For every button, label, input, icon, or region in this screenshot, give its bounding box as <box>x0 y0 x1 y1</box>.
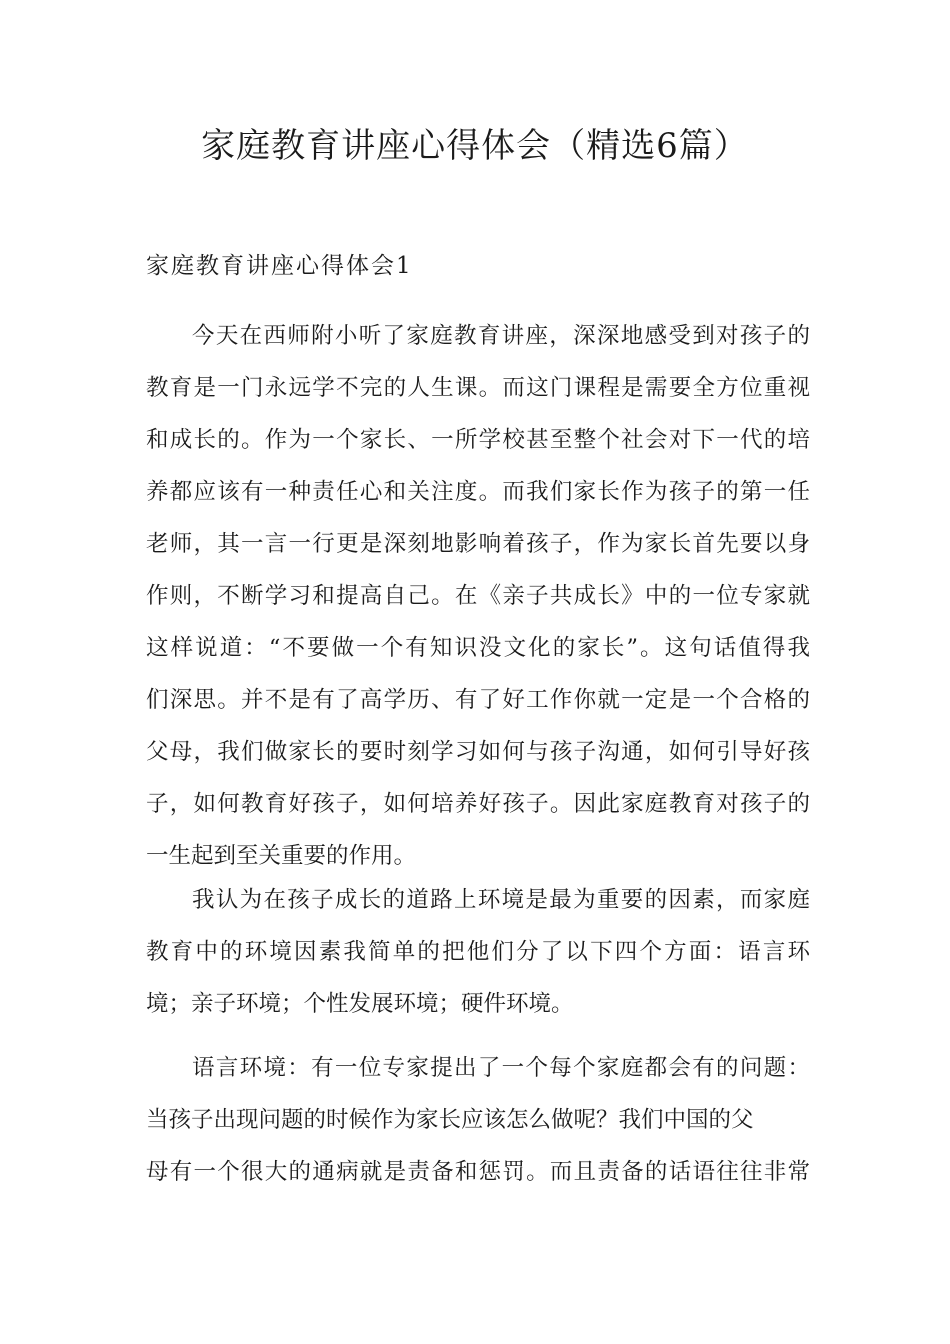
paragraph-line: 这样说道：“不要做一个有知识没文化的家长”。这句话值得我 <box>146 635 810 661</box>
paragraph-line: 境；亲子环境；个性发展环境；硬件环境。 <box>146 991 574 1017</box>
paragraph-2 <box>146 874 810 1030</box>
paragraph-line: 当孩子出现问题的时候作为家长应该怎么做呢？我们中国的父 <box>146 1107 754 1133</box>
paragraph-line: 老师，其一言一行更是深刻地影响着孩子，作为家长首先要以身 <box>146 531 810 557</box>
section-heading: 家庭教育讲座心得体会1 <box>146 253 413 279</box>
paragraph-line: 们深思。并不是有了高学历、有了好工作你就一定是一个合格的 <box>146 687 810 713</box>
paragraph-line: 父母，我们做家长的要时刻学习如何与孩子沟通，如何引导好孩 <box>146 739 810 765</box>
paragraph-line: 我认为在孩子成长的道路上环境是最为重要的因素，而家庭 <box>192 887 810 913</box>
paragraph-line: 作则，不断学习和提高自己。在《亲子共成长》中的一位专家就 <box>146 583 810 609</box>
paragraph-line: 语言环境：有一位专家提出了一个每个家庭都会有的问题： <box>192 1055 810 1081</box>
paragraph-line: 教育是一门永远学不完的人生课。而这门课程是需要全方位重视 <box>146 375 810 401</box>
paragraph-line: 母有一个很大的通病就是责备和惩罚。而且责备的话语往往非常 <box>146 1159 810 1185</box>
paragraph-1 <box>146 310 810 882</box>
paragraph-line: 子，如何教育好孩子，如何培养好孩子。因此家庭教育对孩子的 <box>146 791 810 817</box>
paragraph-line: 教育中的环境因素我简单的把他们分了以下四个方面：语言环 <box>146 939 810 965</box>
document-title: 家庭教育讲座心得体会（精选6篇） <box>201 126 749 166</box>
paragraph-line: 和成长的。作为一个家长、一所学校甚至整个社会对下一代的培 <box>146 427 810 453</box>
paragraph-line: 一生起到至关重要的作用。 <box>146 843 417 869</box>
paragraph-line: 养都应该有一种责任心和关注度。而我们家长作为孩子的第一任 <box>146 479 810 505</box>
paragraph-3 <box>146 1042 810 1198</box>
paragraph-line: 今天在西师附小听了家庭教育讲座，深深地感受到对孩子的 <box>192 323 810 349</box>
